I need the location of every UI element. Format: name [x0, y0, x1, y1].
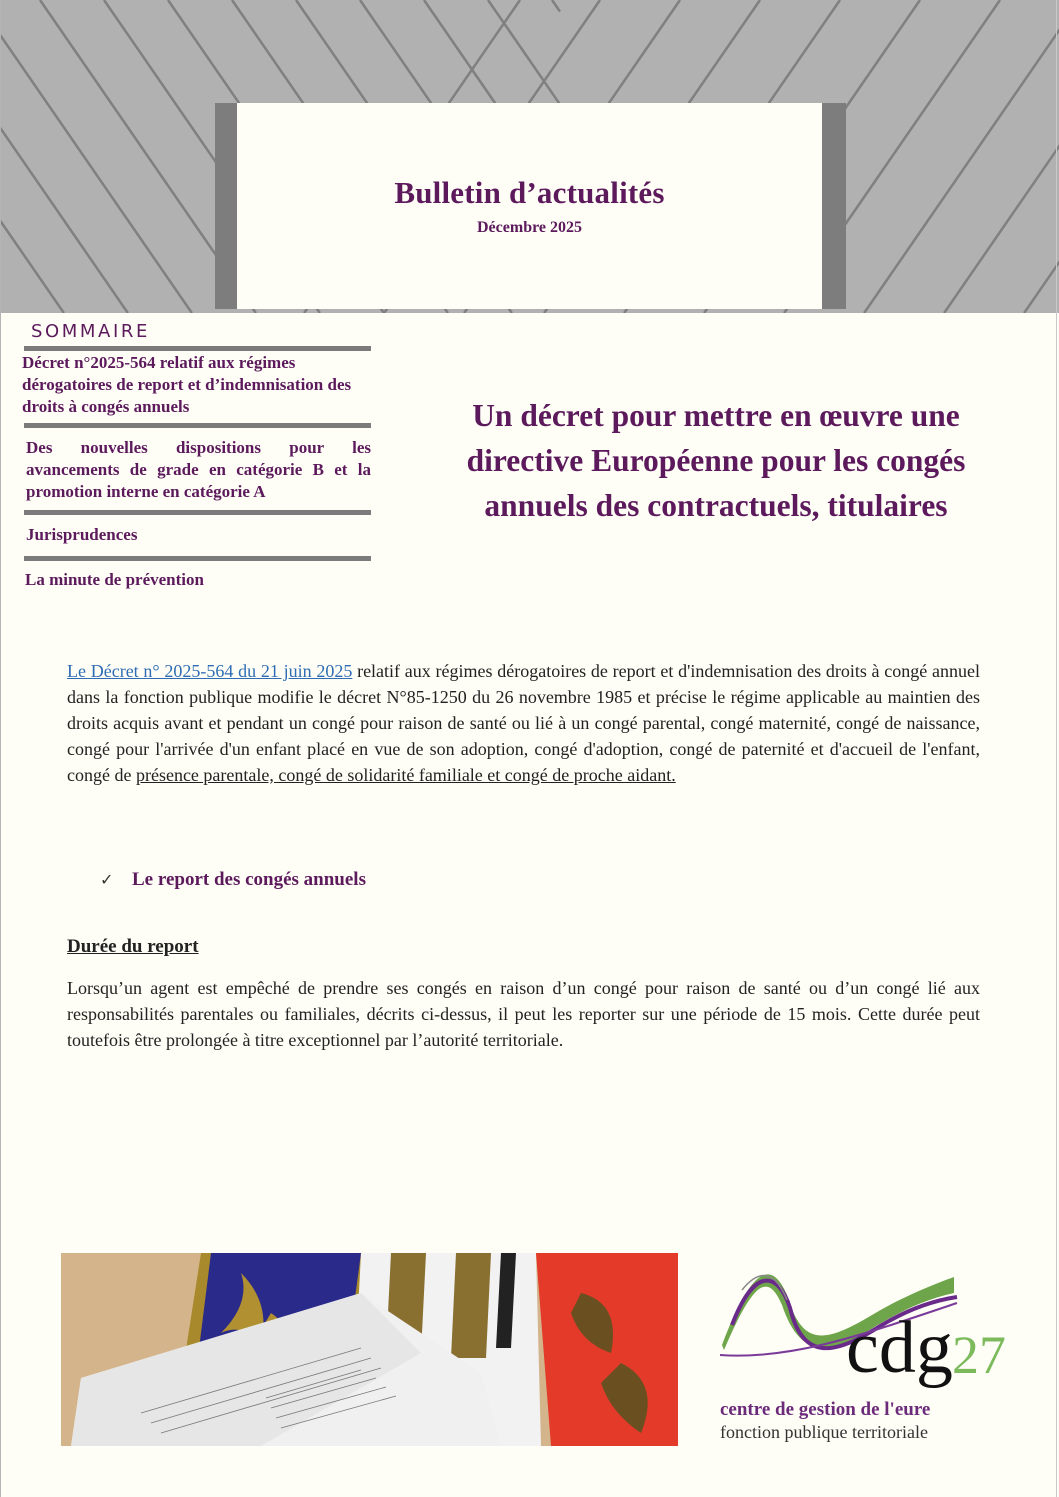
toc-item[interactable]: Jurisprudences	[26, 525, 138, 544]
sommaire-heading: SOMMAIRE	[31, 321, 150, 342]
sommaire-divider	[24, 423, 371, 428]
title-box	[237, 103, 822, 309]
pattern-line	[0, 0, 128, 313]
logo-number: 27	[952, 1325, 1006, 1385]
section-title: Le report des congés annuels	[132, 869, 366, 890]
checkmark-icon: ✓	[100, 872, 114, 889]
toc-item[interactable]: Des nouvelles dispositions pour les avancements de grade en catégorie B et la promotion interne en catégorie A	[26, 438, 371, 501]
article-heading: Un décret pour mettre en œuvre une directive Européenne pour les congés annuels des contractuels, titulaires	[466, 398, 966, 523]
pattern-line	[488, 0, 560, 104]
section-title-row	[100, 869, 366, 891]
intro-text: relatif aux régimes dérogatoires de report et d'indemnisation des droits à congé annuel dans la fonction publique modifie le décret N°85-1250 du 26 novembre 1985 et précise le régime applicable au maintien des droits acquis avant et pendant un congé pour raison de santé ou lié à un congé parental, congé maternité, congé de naissance, congé pour l'arrivée d'un enfant placé en vue de son adoption, congé d'adoption, congé de paternité et d'accueil de l'enfant, congé de	[67, 661, 980, 785]
toc-item[interactable]: Décret n°2025-564 relatif aux régimes dérogatoires de report et d’indemnisation des droits à congés annuels	[22, 353, 352, 416]
subsection-paragraph: Lorsqu’un agent est empêché de prendre ses congés en raison d’un congé pour raison de santé ou d’un congé lié aux responsabilités parentales ou familiales, décrits ci-dessus, il peut les reporter sur une période de 15 mois. Cette durée peut toutefois être prolongée à titre exceptionnel par l’autorité territoriale.	[67, 978, 980, 1050]
sommaire-divider	[24, 510, 371, 515]
cdg27-logo	[712, 1255, 1024, 1445]
pattern-line	[552, 0, 560, 12]
subsection-title: Durée du report	[67, 936, 199, 957]
bulletin-date: Décembre 2025	[477, 219, 582, 236]
intro-underlined-text: présence parentale, congé de solidarité familiale et congé de proche aidant.	[135, 765, 676, 785]
pattern-line	[944, 0, 1059, 313]
intro-paragraph	[67, 658, 980, 788]
toc-item[interactable]: La minute de prévention	[25, 570, 204, 589]
journal-officiel-photo	[61, 1253, 678, 1446]
bulletin-title: Bulletin d’actualités	[394, 175, 665, 210]
logo-org-name: centre de gestion de l'eure	[720, 1399, 931, 1420]
logo-brand: cdg	[846, 1307, 953, 1389]
decree-link[interactable]: Le Décret n° 2025-564 du 21 juin 2025	[67, 661, 353, 681]
sommaire-divider	[24, 556, 371, 561]
sommaire-divider	[24, 346, 371, 351]
logo-org-subtitle: fonction publique territoriale	[720, 1422, 928, 1442]
pattern-line	[1024, 0, 1059, 313]
